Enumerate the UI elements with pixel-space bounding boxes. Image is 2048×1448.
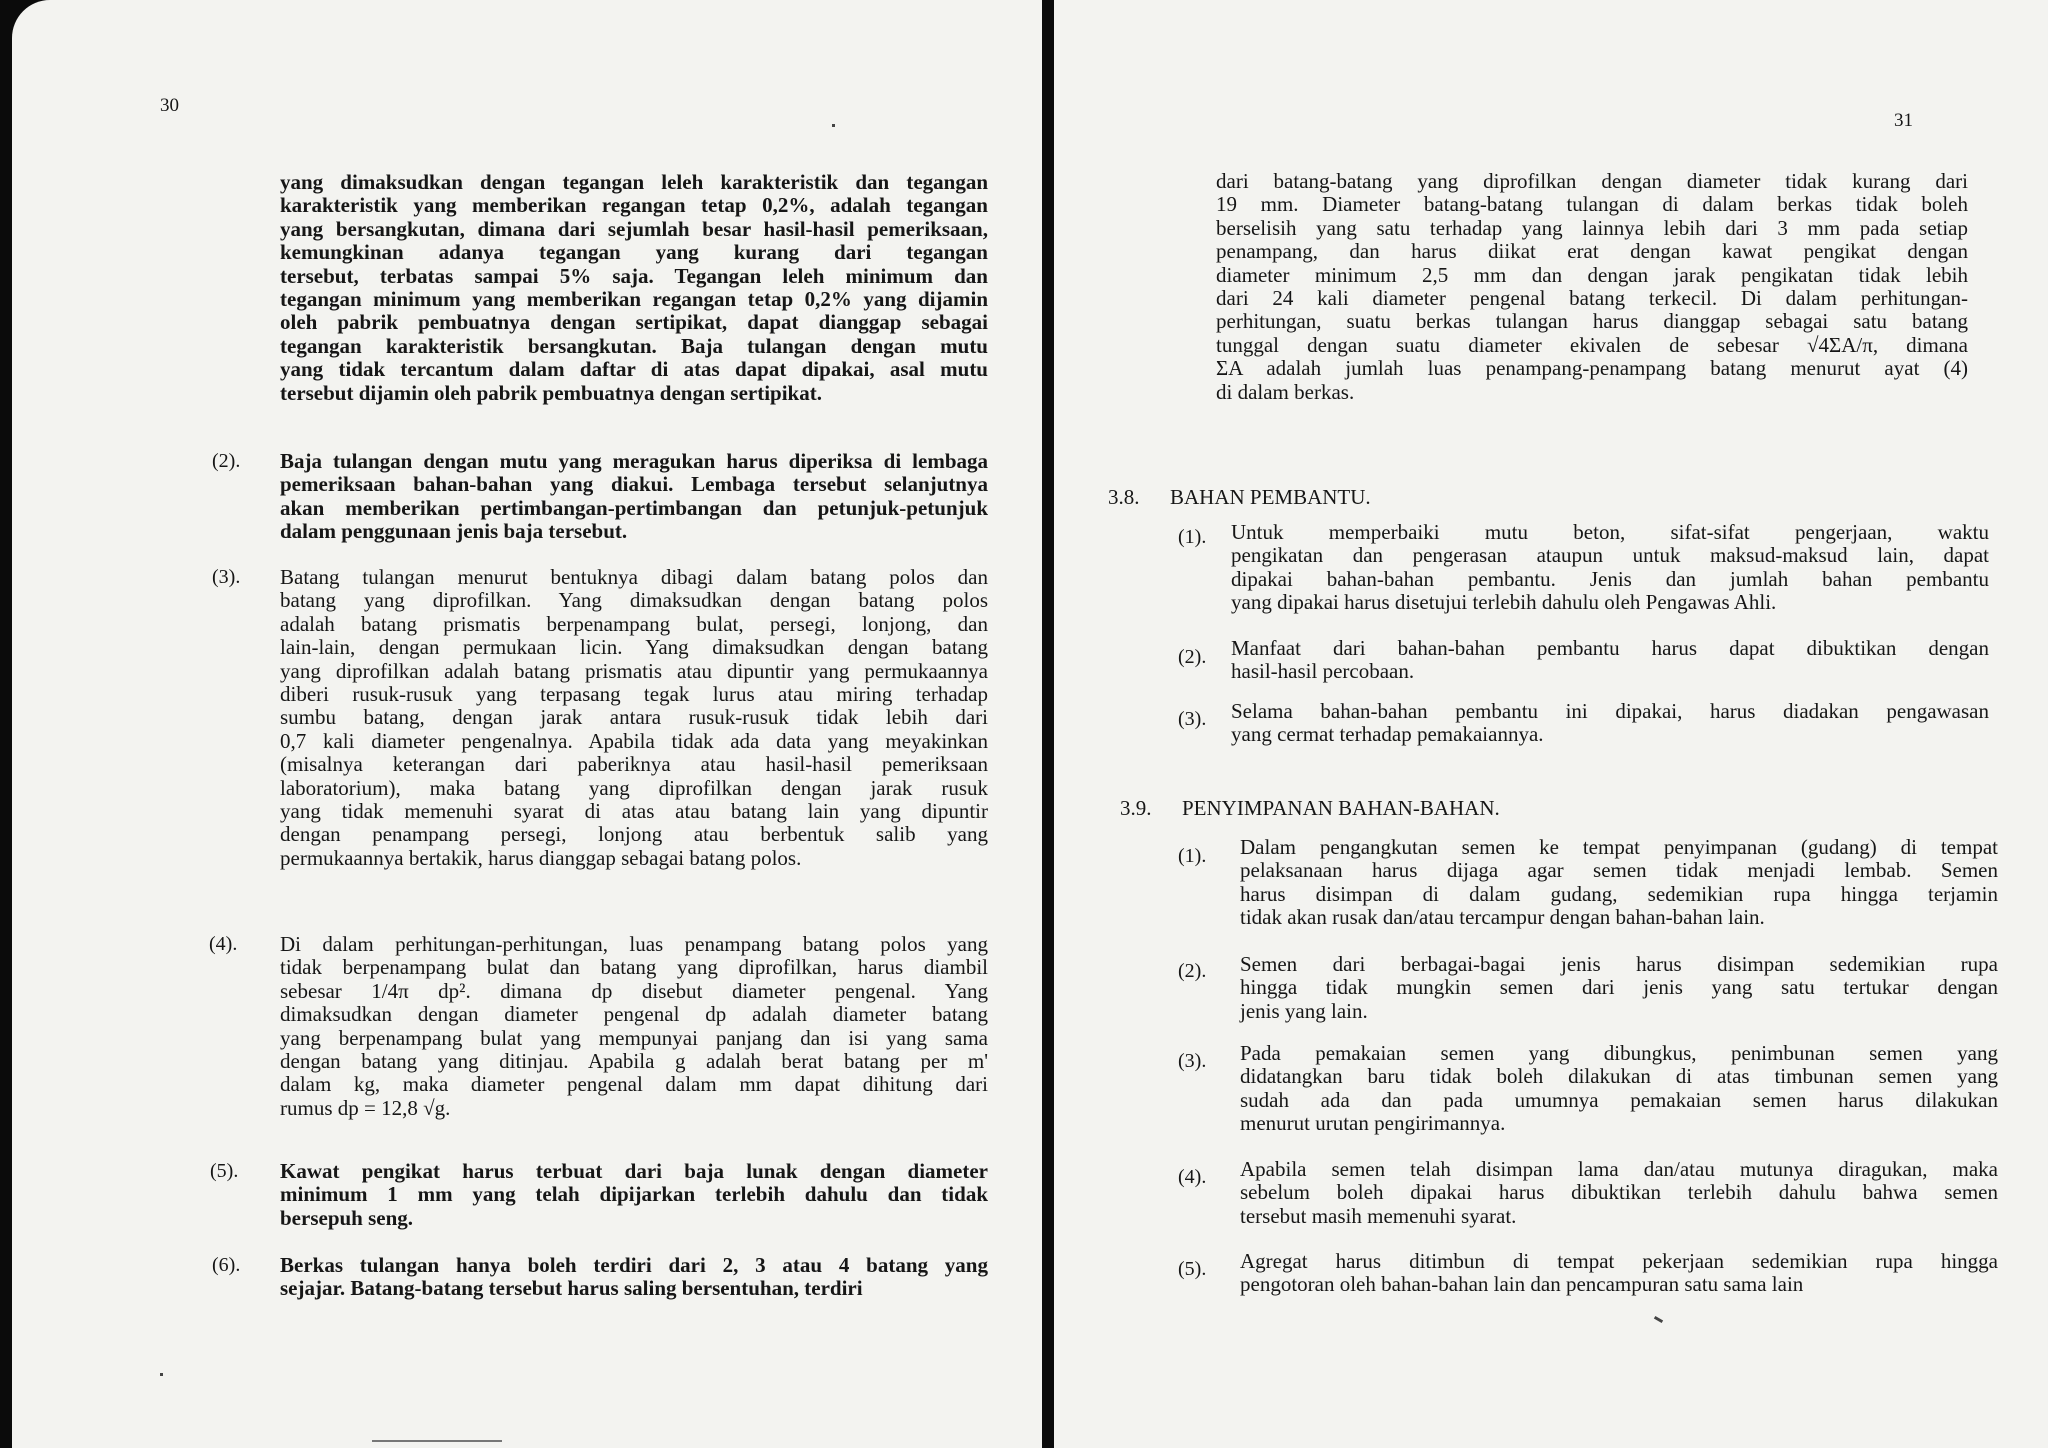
text-line: minimum 1 mm yang telah dipijarkan terlebih dahulu dan tidak	[280, 1182, 988, 1207]
text-line: hasil-hasil percobaan.	[1231, 659, 1415, 684]
text-line: hingga tidak mungkin semen dari jenis yang satu tertukar dengan	[1240, 975, 1998, 1000]
text-line: batang yang diprofilkan. Yang dimaksudkan dengan batang polos	[280, 588, 988, 613]
section-number: 3.8.	[1108, 485, 1140, 509]
text-line: 0,7 kali diameter pengenalnya. Apabila tidak ada data yang meyakinkan	[280, 728, 988, 753]
text-line: yang diprofilkan adalah batang prismatis atau dipuntir yang permukaannya	[280, 658, 988, 683]
text-line: Apabila semen telah disimpan lama dan/atau mutunya diragukan, maka	[1240, 1157, 1998, 1181]
text-line: dengan penampang persegi, lonjong atau berbentuk salib yang	[280, 822, 988, 847]
right-page	[1054, 0, 2048, 1448]
paragraph-continued	[280, 171, 988, 405]
text-line: menurut urutan pengirimannya.	[1240, 1111, 1506, 1136]
paragraph-number: (1).	[1178, 526, 1207, 548]
text-line: tersebut masih memenuhi syarat.	[1240, 1203, 1517, 1228]
text-line: tidak akan rusak dan/atau tercampur dengan bahan-bahan lain.	[1240, 905, 1765, 930]
text-line: kemungkinan adanya tegangan yang kurang dari tegangan	[280, 240, 988, 265]
text-line: dalam kg, maka diameter pengenal dalam mm dapat dihitung dari	[280, 1072, 988, 1097]
paragraph-number: (1).	[1178, 845, 1207, 867]
text-line: tersebut dijamin oleh pabrik pembuatnya dengan sertipikat.	[280, 380, 822, 405]
paragraph	[280, 450, 988, 544]
text-line: akan memberikan pertimbangan-pertimbangan dan petunjuk-petunjuk	[280, 495, 988, 520]
speck	[1654, 1316, 1663, 1323]
section-title: BAHAN PEMBANTU.	[1170, 485, 1371, 509]
speck	[160, 1373, 163, 1376]
text-line: Selama bahan-bahan pembantu ini dipakai, harus diadakan pengawasan	[1231, 699, 1989, 723]
text-line: ΣA adalah jumlah luas penampang-penampang batang menurut ayat (4)	[1216, 356, 1968, 381]
paragraph	[280, 1160, 988, 1230]
text-line: permukaannya bertakik, harus dianggap sebagai batang polos.	[280, 845, 802, 870]
text-line: Manfaat dari bahan-bahan pembantu harus dapat dibuktikan dengan	[1231, 636, 1989, 660]
text-line: laboratorium), maka batang yang diprofilkan dengan jarak rusuk	[280, 775, 988, 800]
section-number: 3.9.	[1120, 796, 1152, 820]
text-line: tunggal dengan suatu diameter ekivalen de sebesar √4ΣA/π, dimana	[1216, 332, 1968, 357]
text-line: Agregat harus ditimbun di tempat pekerjaan sedemikian rupa hingga	[1240, 1249, 1998, 1273]
text-line: tersebut, terbatas sampai 5% saja. Tegangan leleh minimum dan	[280, 263, 988, 288]
text-line: dalam penggunaan jenis baja tersebut.	[280, 519, 628, 544]
speck	[832, 124, 835, 127]
page-number-left: 30	[160, 95, 179, 116]
paragraph	[1240, 836, 1998, 930]
text-line: yang dipakai harus disetujui terlebih dahulu oleh Pengawas Ahli.	[1231, 590, 1777, 615]
paragraph	[280, 1254, 988, 1301]
text-line: (misalnya keterangan dari paberiknya atau hasil-hasil pemeriksaan	[280, 752, 988, 777]
text-line: dari 24 kali diameter pengenal batang terkecil. Di dalam perhitungan-	[1216, 286, 1968, 311]
text-line: lain-lain, dengan permukaan licin. Yang dimaksudkan dengan batang	[280, 635, 988, 660]
text-line: tidak berpenampang bulat dan batang yang diprofilkan, harus diambil	[280, 955, 988, 980]
paragraph	[1231, 637, 1989, 684]
paragraph	[280, 566, 988, 870]
text-line: perhitungan, suatu berkas tulangan harus dianggap sebagai satu batang	[1216, 309, 1968, 334]
left-page	[12, 0, 1042, 1448]
text-line: sejajar. Batang-batang tersebut harus saling bersentuhan, terdiri	[280, 1276, 863, 1301]
text-line: sumbu batang, dengan jarak antara rusuk-rusuk tidak lebih dari	[280, 705, 988, 730]
paragraph	[1231, 700, 1989, 747]
text-line: Semen dari berbagai-bagai jenis harus disimpan sedemikian rupa	[1240, 952, 1998, 976]
paragraph	[1240, 1158, 1998, 1228]
text-line: Baja tulangan dengan mutu yang meragukan harus diperiksa di lembaga	[280, 449, 988, 473]
section-heading-3-8	[1108, 485, 1371, 510]
paragraph	[1240, 1250, 1998, 1297]
text-line: pelaksanaan harus dijaga agar semen tidak menjadi lembab. Semen	[1240, 858, 1998, 883]
text-line: Pada pemakaian semen yang dibungkus, penimbunan semen yang	[1240, 1041, 1998, 1065]
text-line: sebelum boleh dipakai harus dibuktikan terlebih dahulu bahwa semen	[1240, 1180, 1998, 1205]
text-line: yang tidak memenuhi syarat di atas atau batang lain yang dipuntir	[280, 799, 988, 824]
text-line: yang dimaksudkan dengan tegangan leleh karakteristik dan tegangan	[280, 170, 988, 194]
text-line: rumus dp = 12,8 √g.	[280, 1095, 451, 1120]
text-line: diberi rusuk-rusuk yang terpasang tegak lurus atau miring terhadap	[280, 682, 988, 707]
paragraph-number: (4).	[209, 933, 238, 955]
text-line: dipakai bahan-bahan pembantu. Jenis dan jumlah bahan pembantu	[1231, 566, 1989, 591]
text-line: yang bersangkutan, dimana dari sejumlah besar hasil-hasil pemeriksaan,	[280, 216, 988, 241]
text-line: Batang tulangan menurut bentuknya dibagi dalam batang polos dan	[280, 565, 988, 589]
text-line: berselisih yang satu terhadap yang lainnya lebih dari 3 mm pada setiap	[1216, 215, 1968, 240]
paragraph-number: (2).	[1178, 646, 1207, 668]
paragraph-number: (6).	[212, 1254, 241, 1276]
paragraph-number: (3).	[1178, 708, 1207, 730]
text-line: adalah batang prismatis berpenampang bulat, persegi, lonjong, dan	[280, 611, 988, 636]
text-line: sudah ada dan pada umumnya pemakaian semen harus dilakukan	[1240, 1087, 1998, 1112]
paragraph-number: (4).	[1178, 1166, 1207, 1188]
text-line: bersepuh seng.	[280, 1205, 414, 1230]
text-line: pengikatan dan pengerasan ataupun untuk maksud-maksud lain, dapat	[1231, 543, 1989, 568]
text-line: tegangan karakteristik bersangkutan. Baja tulangan dengan mutu	[280, 333, 988, 358]
scan-edge-line	[372, 1440, 502, 1442]
text-line: tegangan minimum yang memberikan regangan tetap 0,2% yang dijamin	[280, 287, 988, 312]
text-line: dengan batang yang ditinjau. Apabila g adalah berat batang per m'	[280, 1049, 988, 1074]
text-line: yang berpenampang bulat yang mempunyai panjang dan isi yang sama	[280, 1025, 988, 1050]
section-heading-3-9	[1120, 796, 1500, 821]
text-line: yang cermat terhadap pemakaiannya.	[1231, 722, 1544, 747]
text-line: pengotoran oleh bahan-bahan lain dan pencampuran satu sama lain	[1240, 1272, 1804, 1297]
paragraph-continued	[1216, 170, 1968, 404]
paragraph-number: (3).	[212, 566, 241, 588]
text-line: sebesar 1/4π dp². dimana dp disebut diameter pengenal. Yang	[280, 978, 988, 1003]
text-line: dimaksudkan dengan diameter pengenal dp adalah diameter batang	[280, 1002, 988, 1027]
text-line: didatangkan baru tidak boleh dilakukan di atas timbunan semen yang	[1240, 1064, 1998, 1089]
text-line: 19 mm. Diameter batang-batang tulangan di dalam berkas tidak boleh	[1216, 192, 1968, 217]
paragraph	[280, 933, 988, 1120]
text-line: diameter minimum 2,5 mm dan dengan jarak pengikatan tidak lebih	[1216, 262, 1968, 287]
paragraph-number: (5).	[1178, 1258, 1207, 1280]
text-line: Berkas tulangan hanya boleh terdiri dari 2, 3 atau 4 batang yang	[280, 1253, 988, 1277]
text-line: penampang, dan harus diikat erat dengan kawat pengikat dengan	[1216, 239, 1968, 264]
paragraph	[1240, 1042, 1998, 1136]
paragraph-number: (2).	[212, 450, 241, 472]
paragraph-number: (3).	[1178, 1050, 1207, 1072]
text-line: jenis yang lain.	[1240, 998, 1368, 1023]
text-line: karakteristik yang memberikan regangan tetap 0,2%, adalah tegangan	[280, 193, 988, 218]
paragraph	[1231, 521, 1989, 615]
text-line: oleh pabrik pembuatnya dengan sertipikat, dapat dianggap sebagai	[280, 310, 988, 335]
text-line: harus disimpan di dalam gudang, sedemikian rupa hingga terjamin	[1240, 881, 1998, 906]
text-line: di dalam berkas.	[1216, 379, 1355, 404]
paragraph-number: (2).	[1178, 960, 1207, 982]
section-title: PENYIMPANAN BAHAN-BAHAN.	[1182, 796, 1500, 820]
paragraph	[1240, 953, 1998, 1023]
text-line: Kawat pengikat harus terbuat dari baja lunak dengan diameter	[280, 1159, 988, 1183]
paragraph-number: (5).	[210, 1160, 239, 1182]
text-line: yang tidak tercantum dalam daftar di atas dapat dipakai, asal mutu	[280, 357, 988, 382]
text-line: Di dalam perhitungan-perhitungan, luas penampang batang polos yang	[280, 932, 988, 956]
text-line: pemeriksaan bahan-bahan yang diakui. Lembaga tersebut selanjutnya	[280, 472, 988, 497]
text-line: Untuk memperbaiki mutu beton, sifat-sifat pengerjaan, waktu	[1231, 520, 1989, 544]
text-line: Dalam pengangkutan semen ke tempat penyimpanan (gudang) di tempat	[1240, 835, 1998, 859]
text-line: dari batang-batang yang diprofilkan dengan diameter tidak kurang dari	[1216, 169, 1968, 193]
page-number-right: 31	[1894, 110, 1913, 131]
